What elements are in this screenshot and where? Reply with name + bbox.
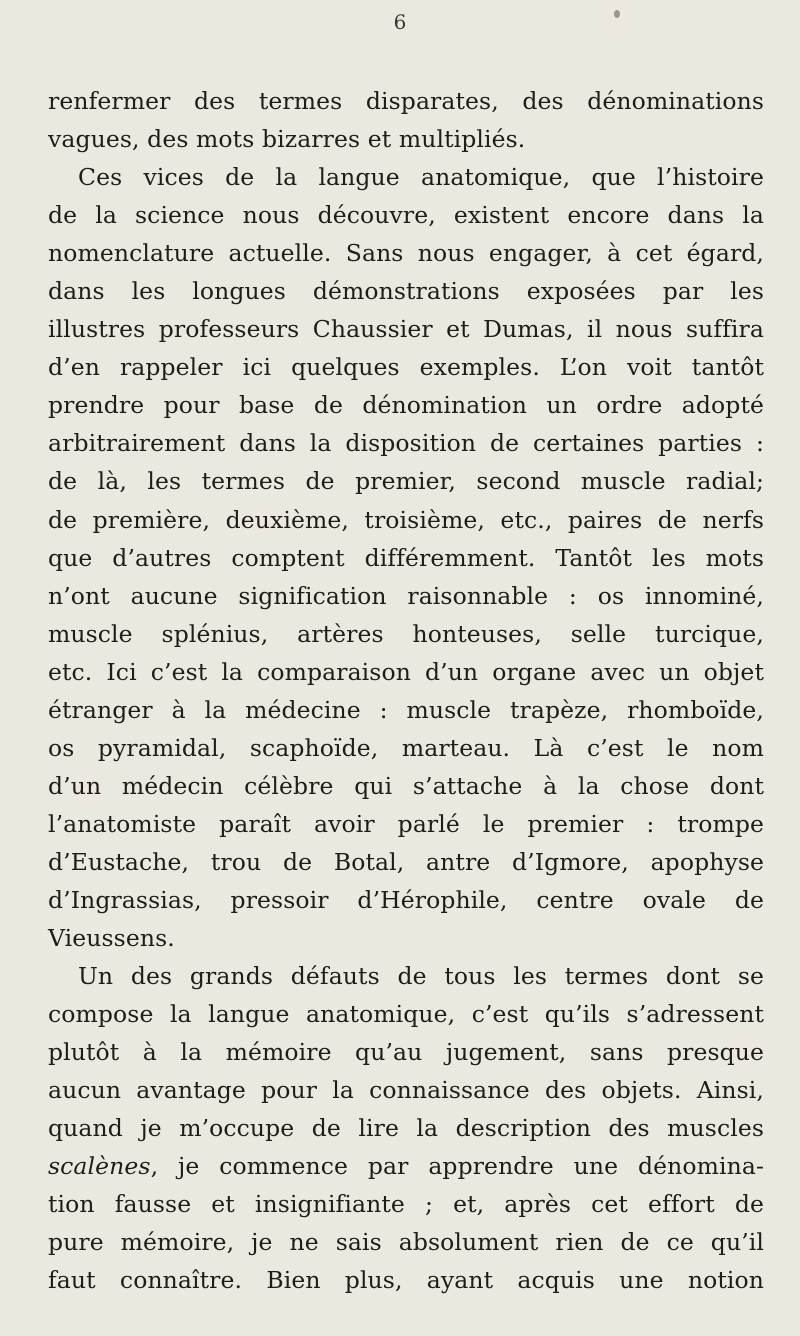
text-line: Vieussens. [48, 924, 175, 953]
text-line: etc. Ici c’est la comparaison d’un organe avec un objet [48, 657, 764, 686]
text-line: os pyramidal, scaphoïde, marteau. Là c’est le nom [48, 733, 764, 762]
text-line: étranger à la médecine : muscle trapèze, rhomboïde, [48, 695, 764, 724]
text-line: tion fausse et insignifiante ; et, après cet effort de [48, 1190, 764, 1219]
paragraph-3 [48, 957, 764, 1299]
text-line: vagues, des mots bizarres et multipliés. [48, 125, 526, 154]
text-line: quand je m’occupe de lire la description des muscles [48, 1114, 764, 1143]
text-line: prendre pour base de dénomination un ordre adopté [48, 391, 764, 420]
text-line: d’Ingrassias, pressoir d’Hérophile, centre ovale de [48, 885, 764, 914]
text-line: aucun avantage pour la connaissance des objets. Ainsi, [48, 1076, 764, 1105]
italic-term: scalènes [48, 1152, 151, 1181]
text-line: de là, les termes de premier, second muscle radial; [48, 467, 764, 496]
text-line: que d’autres comptent différemment. Tantôt les mots [48, 543, 764, 572]
text-line: Un des grands défauts de tous les termes dont se [78, 962, 764, 991]
text-line: illustres professeurs Chaussier et Dumas, il nous suffira [48, 315, 764, 344]
text-line: muscle splénius, artères honteuses, selle turcique, [48, 619, 764, 648]
text-line: d’Eustache, trou de Botal, antre d’Igmore, apophyse [48, 847, 764, 876]
text-line: dans les longues démonstrations exposées par les [48, 277, 764, 306]
paragraph-2 [48, 158, 764, 957]
text-line: pure mémoire, je ne sais absolument rien de ce qu’il [48, 1228, 764, 1257]
text-line: arbitrairement dans la disposition de certaines parties : [48, 429, 764, 458]
body-text [48, 82, 764, 1300]
text-line: d’en rappeler ici quelques exemples. L’on voit tantôt [48, 353, 764, 382]
text-line: Ces vices de la langue anatomique, que l’histoire [78, 163, 764, 192]
text-line: nomenclature actuelle. Sans nous engager, à cet égard, [48, 239, 764, 268]
ink-speck [614, 10, 620, 18]
text-line: compose la langue anatomique, c’est qu’ils s’adressent [48, 1000, 764, 1029]
page-number: 6 [393, 10, 407, 34]
text-line: n’ont aucune signification raisonnable : os innominé, [48, 581, 764, 610]
text-line: faut connaître. Bien plus, ayant acquis une notion [48, 1266, 764, 1295]
text-line: l’anatomiste paraît avoir parlé le premier : trompe [48, 809, 764, 838]
text-line: d’un médecin célèbre qui s’attache à la chose dont [48, 771, 764, 800]
text-line: renfermer des termes disparates, des dénominations [48, 87, 764, 115]
text-line [48, 1147, 764, 1185]
text-run: , je commence par apprendre une dénomina- [150, 1152, 764, 1181]
text-line: de la science nous découvre, existent encore dans la [48, 201, 764, 230]
text-line: de première, deuxième, troisième, etc., paires de nerfs [48, 505, 764, 534]
text-line: plutôt à la mémoire qu’au jugement, sans presque [48, 1038, 764, 1067]
paragraph-1 [48, 82, 764, 158]
